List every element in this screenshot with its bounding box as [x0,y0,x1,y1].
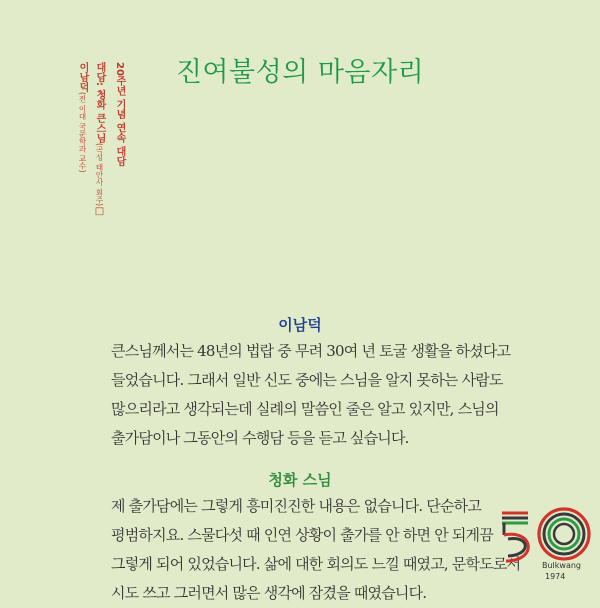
speaker-name-2: 청화 스님 [268,471,332,489]
series-label: 20주년 기념 연속 대담 [114,62,125,167]
paragraph-line: 들었습니다. 그래서 일반 신도 중에는 스님을 알지 못하는 사람도 [111,371,503,389]
host-name: 이남덕 [77,62,88,92]
paragraph-line: 그렇게 되어 있었습니다. 삶에 대한 회의도 느낄 때였고, 문학도로서 [111,555,521,573]
fifty-logo-icon [498,505,593,565]
page-title: 진여불성의 마음자리 [175,57,425,88]
paragraph-1 [111,337,511,453]
paragraph-2 [111,492,521,608]
guest-name: 대담: 청화 큰스님 [94,62,105,143]
paragraph-line: 제 출가담에는 그렇게 흥미진진한 내용은 없습니다. 단순하고 [111,497,482,515]
paragraph-line: 큰스님께서는 48년의 법랍 중 무려 30여 년 토굴 생활을 하셨다고 [111,342,511,360]
guest-mark: □ [94,206,105,218]
paragraph-line: 출가담이나 그동안의 수행담 등을 듣고 싶습니다. [111,429,409,447]
paragraph-line: 평범하지요. 스물다섯 때 인연 상황이 출가를 안 하면 안 되게끔 [111,526,493,544]
guest-label [92,62,107,217]
logo-year: 1974 [545,572,566,581]
guest-note: (곡성 태안사 회주) [95,142,104,207]
host-note: (전 이대 국문학과 교수) [78,92,87,173]
host-label [75,62,90,173]
paragraph-line: 많으리라고 생각되는데 실례의 말씀인 줄은 알고 있지만, 스님의 [111,400,499,418]
anniversary-logo [498,505,593,585]
paragraph-line: 시도 쓰고 그러면서 많은 생각에 잠겼을 때였습니다. [111,584,427,602]
logo-brand: Bulkwang [542,561,582,570]
speaker-name-1: 이남덕 [278,316,322,334]
